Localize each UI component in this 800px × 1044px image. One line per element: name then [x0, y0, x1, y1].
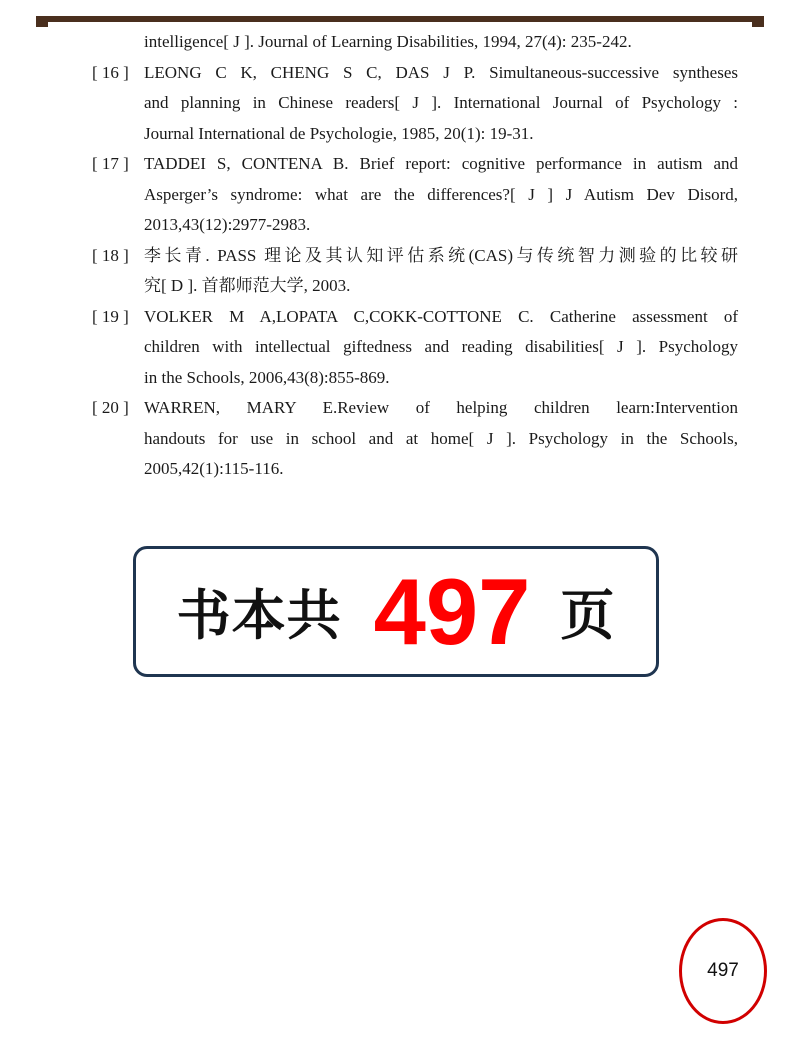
- reference-line: handouts for use in school and at home[ J ]. Psychology in the Schools,: [144, 428, 738, 448]
- reference-number: [ 18 ]: [92, 245, 129, 265]
- banner-number: 497: [373, 558, 531, 664]
- reference-line: VOLKER M A,LOPATA C,COKK-COTTONE C. Catherine assessment of: [144, 306, 738, 326]
- reference-line: Asperger’s syndrome: what are the differences?[ J ] J Autism Dev Disord,: [144, 184, 738, 204]
- reference-line: LEONG C K, CHENG S C, DAS J P. Simultaneous-successive syntheses: [144, 62, 738, 82]
- total-pages-banner: [133, 546, 659, 677]
- reference-line: intelligence[ J ]. Journal of Learning Disabilities, 1994, 27(4): 235-242.: [144, 32, 632, 51]
- page-number-circle: [679, 918, 767, 1024]
- reference-line: 究[ D ]. 首都师范大学, 2003.: [144, 276, 351, 295]
- top-border-rule: [36, 16, 764, 22]
- banner-suffix: 页: [560, 584, 616, 647]
- reference-line: 2005,42(1):115-116.: [144, 459, 284, 478]
- banner-prefix: 书本共: [176, 584, 342, 647]
- reference-number: [ 17 ]: [92, 154, 129, 173]
- reference-line: Journal International de Psychologie, 1985, 20(1): 19-31.: [144, 123, 534, 143]
- reference-line: children with intellectual giftedness and reading disabilities[ J ]. Psychology: [144, 337, 738, 356]
- reference-number: [ 20 ]: [92, 398, 129, 417]
- reference-number: [ 16 ]: [92, 62, 129, 82]
- reference-line: 2013,43(12):2977-2983.: [144, 215, 311, 234]
- page-number: 497: [707, 960, 739, 981]
- reference-line: and planning in Chinese readers[ J ]. International Journal of Psychology :: [144, 93, 738, 112]
- top-rule-right-cap: [752, 16, 764, 27]
- reference-number: [ 19 ]: [92, 306, 129, 326]
- reference-line: TADDEI S, CONTENA B. Brief report: cognitive performance in autism and: [144, 154, 738, 173]
- reference-line: WARREN, MARY E.Review of helping children learn:Intervention: [144, 398, 738, 417]
- reference-line: 李长青. PASS 理论及其认知评估系统(CAS)与传统智力测验的比较研: [144, 245, 738, 265]
- reference-line: in the Schools, 2006,43(8):855-869.: [144, 367, 390, 387]
- top-rule-left-cap: [36, 16, 48, 27]
